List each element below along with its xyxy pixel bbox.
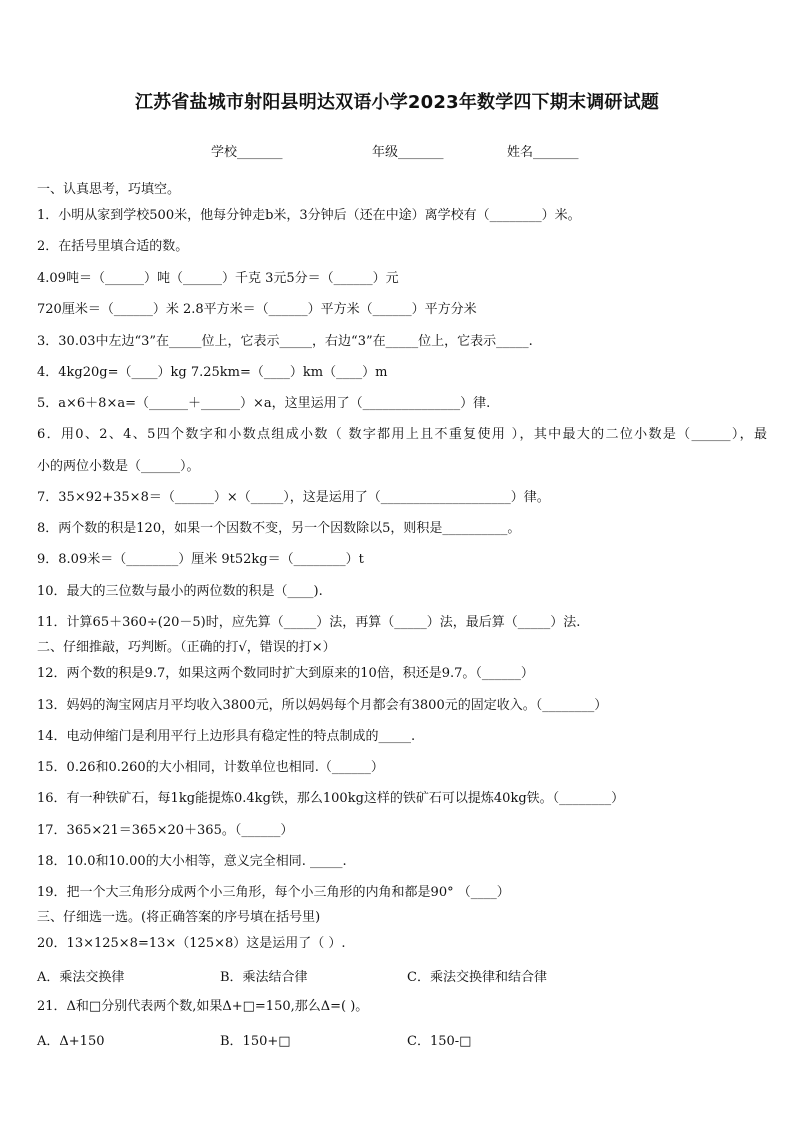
q20-option-c: C．乘法交换律和结合律 — [407, 970, 547, 985]
question-15: 15．0.26和0.260的大小相同，计数单位也相同.（______） — [37, 760, 384, 775]
name-field: 姓名_______ — [507, 145, 579, 160]
question-2-line-1: 4.09吨＝（______）吨（______）千克 3元5分＝（______）元 — [37, 271, 399, 286]
question-6-continued: 小的两位小数是（______）。 — [37, 459, 200, 474]
section-2-heading: 二、仔细推敲，巧判断。（正确的打√，错误的打×） — [37, 640, 336, 655]
question-2-line-2: 720厘米＝（______）米 2.8平方米＝（______）平方米（______）平方分米 — [37, 302, 477, 317]
grade-field: 年级_______ — [372, 145, 444, 160]
section-3-heading: 三、仔细选一选。(将正确答案的序号填在括号里) — [37, 910, 321, 925]
question-2: 2．在括号里填合适的数。 — [37, 239, 189, 254]
question-8: 8．两个数的积是120，如果一个因数不变，另一个因数除以5，则积是__________。 — [37, 521, 521, 536]
question-19: 19．把一个大三角形分成两个小三角形，每个小三角形的内角和都是90° （____） — [37, 885, 510, 900]
q20-option-b: B．乘法结合律 — [220, 970, 308, 985]
question-10: 10．最大的三位数与最小的两位数的积是（____). — [37, 584, 323, 599]
question-16: 16．有一种铁矿石，每1kg能提炼0.4kg铁，那么100kg这样的铁矿石可以提炼40kg铁。（________） — [37, 791, 625, 806]
question-4: 4．4kg20g=（____）kg 7.25km=（____）km（____）m — [37, 365, 388, 380]
question-9: 9．8.09米＝（________）厘米 9t52kg＝（________）t — [37, 552, 364, 567]
q21-option-b: B．150+□ — [220, 1034, 291, 1049]
question-14: 14．电动伸缩门是利用平行上边形具有稳定性的特点制成的_____. — [37, 729, 416, 744]
question-6: 6．用0、2、4、5四个数字和小数点组成小数（ 数字都用上且不重复使用 ），其中最大的二位小数是（______），最 — [37, 427, 767, 442]
school-field: 学校_______ — [211, 145, 283, 160]
question-21: 21．Δ和□分别代表两个数,如果Δ+□=150,那么Δ=( )。 — [37, 999, 369, 1014]
question-7: 7．35×92+35×8＝（______）×（_____），这是运用了（____________________）律。 — [37, 490, 550, 505]
question-3: 3．30.03中左边“3”在_____位上，它表示_____，右边“3”在_____位上，它表示_____. — [37, 334, 533, 349]
question-13: 13．妈妈的淘宝网店月平均收入3800元，所以妈妈每个月都会有3800元的固定收入。（________） — [37, 698, 608, 713]
q21-option-a: A．Δ+150 — [37, 1034, 105, 1049]
question-20: 20．13×125×8=13×（125×8）这是运用了（ ）. — [37, 936, 346, 951]
question-11: 11．计算65＋360÷(20－5)时，应先算（_____）法，再算（_____）法，最后算（_____）法. — [37, 615, 581, 630]
question-1: 1．小明从家到学校500米，他每分钟走b米，3分钟后（还在中途）离学校有（________）米。 — [37, 208, 581, 223]
exam-title: 江苏省盐城市射阳县明达双语小学2023年数学四下期末调研试题 — [134, 92, 660, 113]
q20-option-a: A．乘法交换律 — [37, 970, 125, 985]
question-18: 18．10.0和10.00的大小相等，意义完全相同. _____. — [37, 854, 347, 869]
question-5: 5．a×6＋8×a=（______＋______）×a，这里运用了（_______________）律. — [37, 396, 491, 411]
question-12: 12．两个数的积是9.7，如果这两个数同时扩大到原来的10倍，积还是9.7。（______） — [37, 666, 534, 681]
q21-option-c: C．150-□ — [407, 1034, 472, 1049]
question-17: 17．365×21＝365×20＋365。（______） — [37, 823, 294, 838]
section-1-heading: 一、认真思考，巧填空。 — [37, 182, 181, 197]
